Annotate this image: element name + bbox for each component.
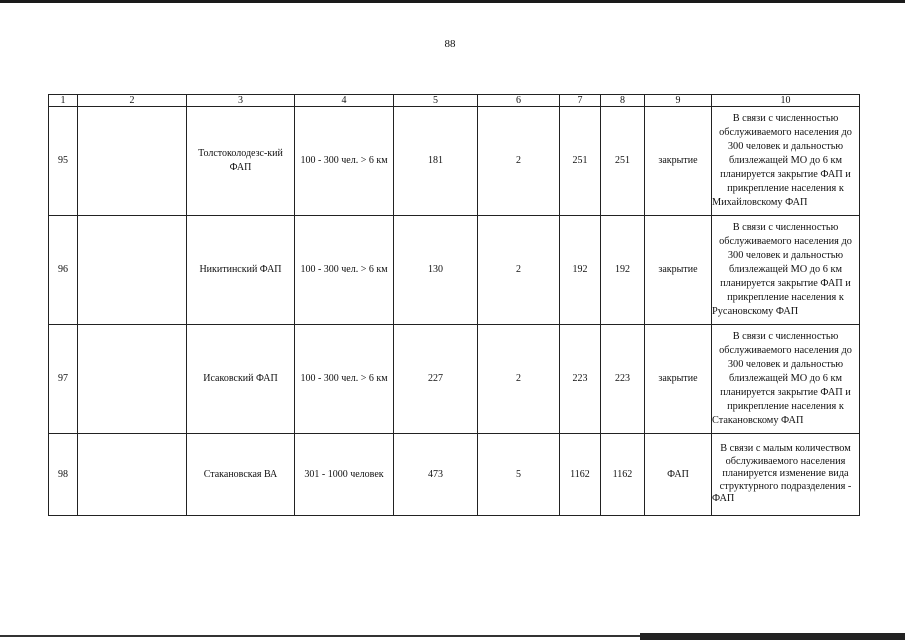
row-number: 98 xyxy=(49,434,78,516)
criteria-cell: 100 - 300 чел. > 6 км xyxy=(295,107,394,216)
note-cell: В связи с численностью обслуживаемого населения до 300 человек и дальностью близлежащей МО до 6 км планируется закрытие ФАП и прикрепление населения к Стакановскому ФАП xyxy=(712,325,860,434)
column-number-row xyxy=(49,95,860,107)
action-cell: закрытие xyxy=(645,325,712,434)
action-cell: закрытие xyxy=(645,107,712,216)
value-col8: 1162 xyxy=(601,434,645,516)
value-col8: 192 xyxy=(601,216,645,325)
value-col5: 130 xyxy=(394,216,478,325)
action-cell: закрытие xyxy=(645,216,712,325)
value-col5: 181 xyxy=(394,107,478,216)
column-number: 2 xyxy=(78,95,187,107)
facility-name: Толстоколодезс-кий ФАП xyxy=(187,107,295,216)
column-number: 4 xyxy=(295,95,394,107)
region-cell xyxy=(78,107,187,216)
value-col6: 2 xyxy=(478,107,560,216)
column-number: 10 xyxy=(712,95,860,107)
value-col7: 1162 xyxy=(560,434,601,516)
value-col5: 227 xyxy=(394,325,478,434)
scan-edge-bottom-right xyxy=(640,633,905,640)
facility-name: Стакановская ВА xyxy=(187,434,295,516)
note-cell: В связи с малым количеством обслуживаемого населения планируется изменение вида структурного подразделения - ФАП xyxy=(712,434,860,516)
value-col7: 192 xyxy=(560,216,601,325)
table-row xyxy=(49,107,860,216)
row-number: 97 xyxy=(49,325,78,434)
value-col7: 251 xyxy=(560,107,601,216)
value-col5: 473 xyxy=(394,434,478,516)
scan-edge-top xyxy=(0,0,905,3)
table-row xyxy=(49,325,860,434)
row-number: 95 xyxy=(49,107,78,216)
column-number: 6 xyxy=(478,95,560,107)
row-number: 96 xyxy=(49,216,78,325)
facilities-table xyxy=(48,94,860,516)
value-col7: 223 xyxy=(560,325,601,434)
page-number: 88 xyxy=(444,38,456,50)
facility-name: Исаковский ФАП xyxy=(187,325,295,434)
value-col6: 2 xyxy=(478,325,560,434)
table-row xyxy=(49,216,860,325)
table-row xyxy=(49,434,860,516)
criteria-cell: 100 - 300 чел. > 6 км xyxy=(295,216,394,325)
note-cell: В связи с численностью обслуживаемого населения до 300 человек и дальностью близлежащей МО до 6 км планируется закрытие ФАП и прикрепление населения к Русановскому ФАП xyxy=(712,216,860,325)
value-col6: 2 xyxy=(478,216,560,325)
column-number: 3 xyxy=(187,95,295,107)
column-number: 1 xyxy=(49,95,78,107)
facility-name: Никитинский ФАП xyxy=(187,216,295,325)
criteria-cell: 100 - 300 чел. > 6 км xyxy=(295,325,394,434)
value-col8: 223 xyxy=(601,325,645,434)
region-cell xyxy=(78,434,187,516)
column-number: 8 xyxy=(601,95,645,107)
region-cell xyxy=(78,325,187,434)
column-number: 9 xyxy=(645,95,712,107)
column-number: 5 xyxy=(394,95,478,107)
value-col6: 5 xyxy=(478,434,560,516)
criteria-cell: 301 - 1000 человек xyxy=(295,434,394,516)
action-cell: ФАП xyxy=(645,434,712,516)
value-col8: 251 xyxy=(601,107,645,216)
column-number: 7 xyxy=(560,95,601,107)
note-cell: В связи с численностью обслуживаемого населения до 300 человек и дальностью близлежащей МО до 6 км планируется закрытие ФАП и прикрепление населения к Михайловскому ФАП xyxy=(712,107,860,216)
region-cell xyxy=(78,216,187,325)
